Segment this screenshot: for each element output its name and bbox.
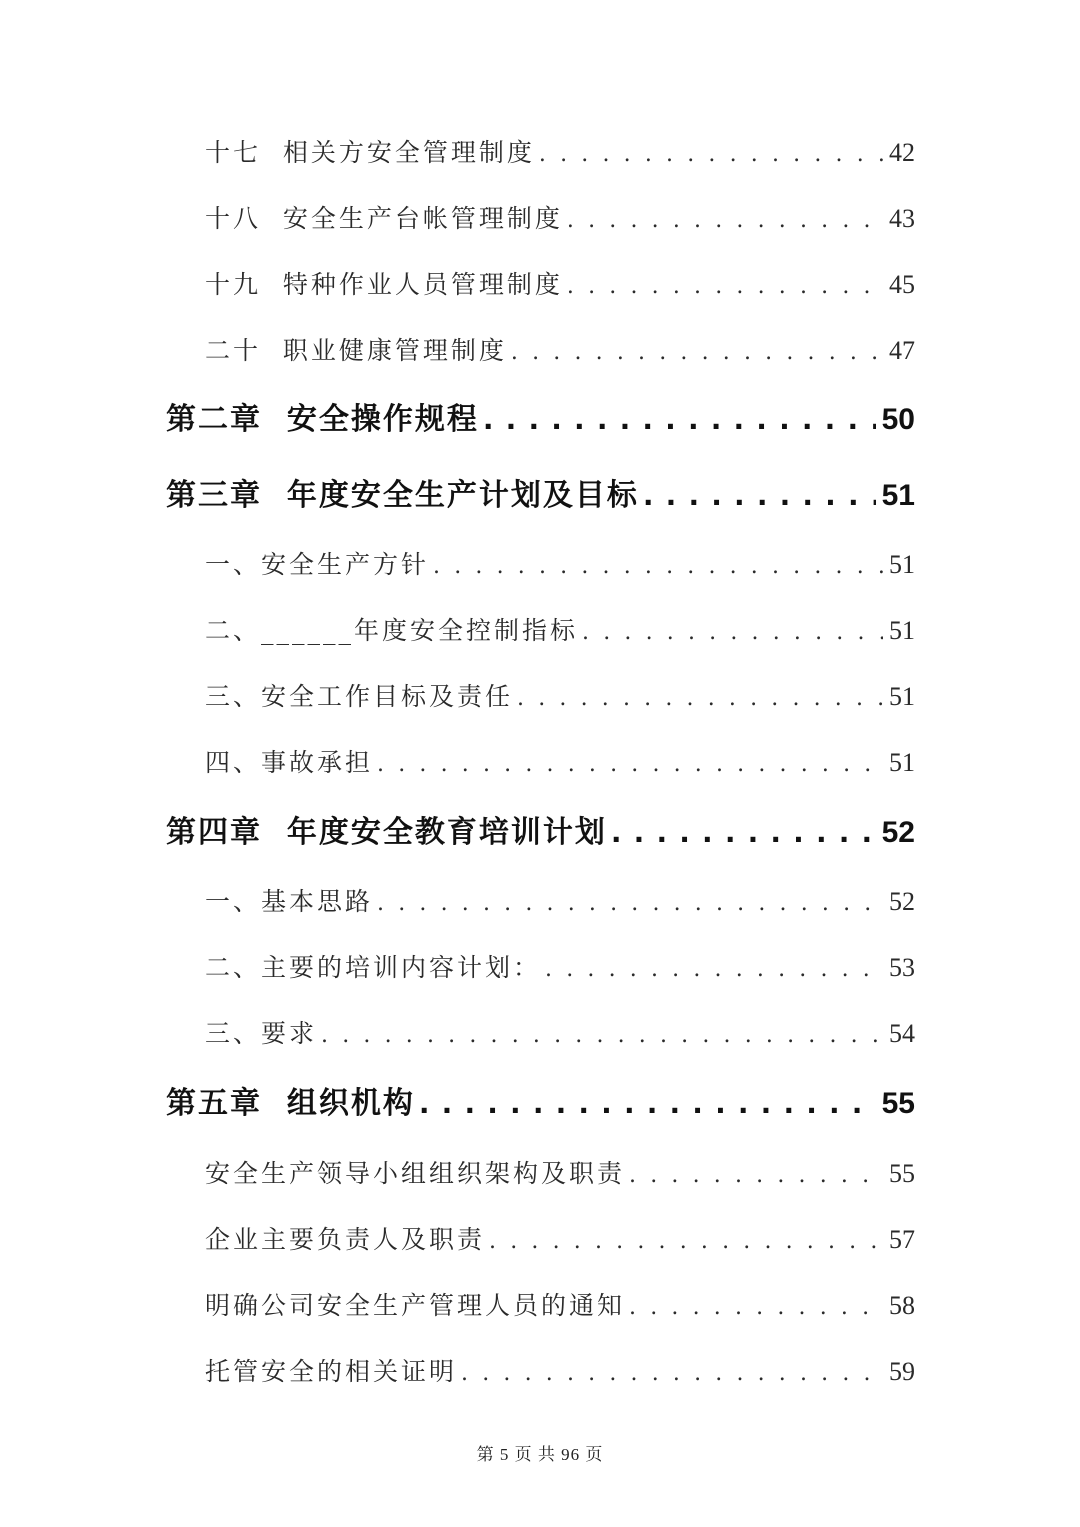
toc-entry-label: 二十 职业健康管理制度: [205, 336, 507, 365]
toc-entry[interactable]: [0, 545, 1080, 581]
toc-chapter-label: 第二章 安全操作规程: [166, 402, 479, 437]
dot-leader: [483, 402, 876, 437]
toc-entry-page: 51: [889, 682, 915, 711]
toc-entry-label: 二、主要的培训内容计划：: [205, 953, 542, 982]
dot-leader: [433, 550, 883, 579]
toc-chapter-label: 第四章 年度安全教育培训计划: [166, 815, 607, 850]
toc-entry-label: 十九 特种作业人员管理制度: [205, 270, 563, 299]
toc-chapter[interactable]: [0, 394, 1080, 438]
toc-entry-page: 51: [889, 748, 915, 777]
dot-leader: [545, 953, 883, 982]
toc-entry-page: 45: [889, 270, 915, 299]
dot-leader: [419, 1086, 876, 1121]
toc-chapter-label: 第五章 组织机构: [166, 1086, 415, 1121]
toc-entry-label: 一、基本思路: [205, 887, 374, 916]
toc-entry-page: 57: [889, 1225, 915, 1254]
toc-entry[interactable]: [0, 1154, 1080, 1190]
dot-leader: [461, 1357, 883, 1386]
toc-chapter-label: 第三章 年度安全生产计划及目标: [166, 478, 639, 513]
toc-entry[interactable]: [0, 265, 1080, 301]
toc-entry[interactable]: [0, 199, 1080, 235]
toc-chapter-page: 51: [881, 479, 915, 512]
dot-leader: [567, 270, 883, 299]
toc-entry-page: 51: [889, 616, 915, 645]
toc-entry-label: 三、要求: [205, 1019, 318, 1048]
toc-entry-label: 明确公司安全生产管理人员的通知: [205, 1291, 626, 1320]
toc-entry-page: 51: [889, 550, 915, 579]
toc-entry[interactable]: [0, 1220, 1080, 1256]
toc-entry-label: 二、______年度安全控制指标: [205, 616, 579, 645]
toc-entry-page: 53: [889, 953, 915, 982]
toc-entry[interactable]: [0, 331, 1080, 367]
toc-entry-page: 58: [889, 1291, 915, 1320]
toc-chapter[interactable]: [0, 807, 1080, 851]
toc-entry-page: 54: [889, 1019, 915, 1048]
toc-entry-page: 47: [889, 336, 915, 365]
dot-leader: [629, 1291, 883, 1320]
toc-entry-label: 十七 相关方安全管理制度: [205, 138, 535, 167]
toc-entry-label: 三、安全工作目标及责任: [205, 682, 514, 711]
dot-leader: [377, 887, 883, 916]
toc-entry[interactable]: [0, 611, 1080, 647]
toc-entry-page: 42: [889, 138, 915, 167]
dot-leader: [517, 682, 883, 711]
toc-entry[interactable]: [0, 1014, 1080, 1050]
dot-leader: [321, 1019, 883, 1048]
dot-leader: [567, 204, 883, 233]
dot-leader: [539, 138, 883, 167]
toc-entry-label: 一、安全生产方针: [205, 550, 430, 579]
toc-entry[interactable]: [0, 1286, 1080, 1322]
toc-chapter-page: 50: [881, 403, 915, 436]
toc-chapter[interactable]: [0, 470, 1080, 514]
toc-chapter[interactable]: [0, 1078, 1080, 1122]
toc-entry[interactable]: [0, 1352, 1080, 1388]
toc-chapter-page: 55: [881, 1087, 915, 1120]
dot-leader: [629, 1159, 883, 1188]
toc-entry[interactable]: [0, 743, 1080, 779]
toc-entry[interactable]: [0, 882, 1080, 918]
dot-leader: [489, 1225, 883, 1254]
toc-entry-page: 43: [889, 204, 915, 233]
toc-entry-label: 十八 安全生产台帐管理制度: [205, 204, 563, 233]
toc-chapter-page: 52: [881, 816, 915, 849]
dot-leader: [643, 478, 876, 513]
toc-entry-label: 企业主要负责人及职责: [205, 1225, 486, 1254]
toc-entry-label: 四、事故承担: [205, 748, 374, 777]
dot-leader: [582, 616, 883, 645]
toc-entry-page: 52: [889, 887, 915, 916]
toc-entry-page: 55: [889, 1159, 915, 1188]
toc-entry[interactable]: [0, 133, 1080, 169]
dot-leader: [377, 748, 883, 777]
toc-entry-page: 59: [889, 1357, 915, 1386]
toc-entry-label: 安全生产领导小组组织架构及职责: [205, 1159, 626, 1188]
dot-leader: [511, 336, 883, 365]
dot-leader: [611, 815, 876, 850]
page-footer: 第 5 页 共 96 页: [476, 1445, 604, 1464]
toc-entry[interactable]: [0, 948, 1080, 984]
toc-entry[interactable]: [0, 677, 1080, 713]
toc-entry-label: 托管安全的相关证明: [205, 1357, 458, 1386]
